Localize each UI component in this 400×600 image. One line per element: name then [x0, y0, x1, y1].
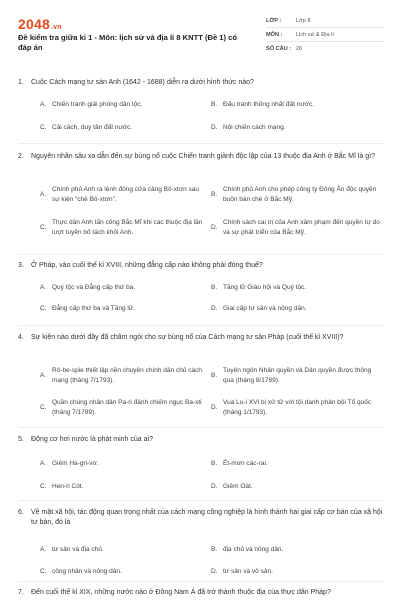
- question-number: 1.: [18, 79, 24, 86]
- option-letter: A.: [40, 372, 47, 379]
- exam-info-table: [266, 14, 384, 56]
- option-c[interactable]: [40, 123, 205, 133]
- question-number: 3.: [18, 262, 24, 269]
- option-a[interactable]: [40, 185, 205, 205]
- option-letter: D.: [211, 483, 218, 490]
- info-value: Lịch sử & Địa lí: [296, 31, 334, 38]
- question-text: [18, 508, 384, 528]
- question-separator: [18, 143, 384, 144]
- option-text: Quần chúng nhân dân Pa-ri đánh chiếm ngục Ba-xti (tháng 7/1789).: [52, 399, 202, 416]
- question-text: [18, 588, 384, 598]
- option-c[interactable]: [40, 482, 205, 492]
- info-value: 26: [296, 46, 303, 52]
- option-c[interactable]: [40, 304, 205, 314]
- option-letter: D.: [211, 568, 218, 575]
- option-letter: D.: [211, 305, 218, 312]
- option-text: Giêm Oát.: [223, 483, 253, 490]
- option-text: Tăng lữ Giáo hội và Quý tộc.: [223, 284, 307, 291]
- option-letter: C.: [40, 568, 47, 575]
- site-logo[interactable]: [18, 16, 62, 32]
- question-separator: [18, 500, 384, 501]
- question-separator: [18, 325, 384, 326]
- question-number: 5.: [18, 436, 24, 443]
- page-header: [18, 14, 384, 60]
- question-body: Nguyên nhân sâu xa dẫn đến sự bùng nổ cuộc Chiến tranh giành độc lập của 13 thuộc địa Anh ở Bắc Mĩ là gì?: [31, 153, 375, 160]
- question-text: [18, 261, 384, 271]
- option-c[interactable]: [40, 567, 205, 577]
- logo-suffix: .vn: [50, 24, 62, 31]
- question-text: [18, 152, 384, 162]
- question-body: Cuộc Cách mạng tư sản Anh (1642 - 1688) diễn ra dưới hình thức nào?: [31, 79, 254, 86]
- option-letter: B.: [211, 460, 218, 467]
- info-row-class: [266, 14, 384, 28]
- option-b[interactable]: [211, 459, 381, 469]
- option-a[interactable]: [40, 283, 205, 293]
- option-b[interactable]: [211, 100, 381, 110]
- question-text: [18, 78, 384, 88]
- question-separator: [18, 427, 384, 428]
- option-text: Tuyên ngôn Nhân quyền và Dân quyền được thông qua (tháng 8/1789).: [223, 367, 372, 384]
- option-text: Giêm Ha-gri-vơ.: [52, 460, 99, 467]
- question-separator: [18, 581, 384, 582]
- option-a[interactable]: [40, 545, 205, 555]
- option-letter: B.: [211, 101, 218, 108]
- option-d[interactable]: [211, 567, 381, 577]
- option-letter: C.: [40, 124, 47, 131]
- option-text: Giai cấp tư sản và nông dân.: [223, 305, 307, 312]
- option-text: địa chủ và nông dân.: [223, 546, 284, 553]
- option-b[interactable]: [211, 283, 381, 293]
- option-letter: A.: [40, 191, 47, 198]
- option-b[interactable]: [211, 185, 381, 205]
- option-text: Chiến tranh giải phóng dân tộc.: [52, 101, 143, 108]
- option-letter: C.: [40, 305, 47, 312]
- option-letter: B.: [211, 372, 218, 379]
- question-number: 6.: [18, 509, 24, 516]
- option-a[interactable]: [40, 459, 205, 469]
- option-text: Đấu tranh thống nhất đất nước.: [223, 101, 315, 108]
- option-d[interactable]: [211, 218, 381, 238]
- option-letter: D.: [211, 124, 218, 131]
- question-body: Sự kiện nào dưới đây đã châm ngòi cho sự bùng nổ của Cách mạng tư sản Pháp (cuối thế kỉ XVIII)?: [31, 334, 344, 341]
- option-letter: D.: [211, 224, 218, 231]
- page-title: Đề kiểm tra giữa kì 1 - Môn: lịch sử và địa lí 8 KNTT (Đề 1) có đáp án: [18, 33, 238, 52]
- option-a[interactable]: [40, 100, 205, 110]
- option-text: Hen-ri Cót.: [52, 483, 84, 490]
- option-text: Thực dân Anh tấn công Bắc Mĩ khi các thuộc địa lần lượt tuyên bố tách khỏi Anh.: [52, 219, 203, 236]
- option-letter: C.: [40, 224, 47, 231]
- option-letter: A.: [40, 284, 47, 291]
- option-b[interactable]: [211, 366, 381, 386]
- option-c[interactable]: [40, 398, 205, 418]
- question-text: [18, 435, 384, 445]
- option-text: Nội chiến cách mạng.: [223, 124, 286, 131]
- info-label: LỚP :: [266, 17, 282, 24]
- question-number: 4.: [18, 334, 24, 341]
- question-number: 7.: [18, 589, 24, 596]
- question-body: Ở Pháp, vào cuối thế kỉ XVIII, những đẳng cấp nào không phải đóng thuế?: [31, 262, 263, 269]
- option-letter: D.: [211, 404, 218, 411]
- option-text: Quý tộc và Đẳng cấp thứ ba.: [52, 284, 136, 291]
- question-body: Về mặt xã hội, tác động quan trọng nhất của cách mạng công nghiệp là hình thành hai giai cấp cơ bản của xã hội tư bản, đó là: [31, 509, 383, 526]
- question-separator: [18, 254, 384, 255]
- option-letter: B.: [211, 284, 218, 291]
- info-row-count: [266, 42, 384, 56]
- option-letter: C.: [40, 404, 47, 411]
- option-d[interactable]: [211, 123, 381, 133]
- option-text: Cải cách, duy tân đất nước.: [52, 124, 133, 131]
- option-text: Rô-be-spie thiết lập nền chuyên chính dân chủ cách mạng (tháng 7/1793).: [52, 367, 202, 384]
- option-letter: A.: [40, 460, 47, 467]
- question-body: Đến cuối thế kỉ XIX, những nước nào ở Đông Nam Á đã trở thành thuộc địa của thực dân Pháp?: [31, 589, 331, 596]
- question-text: [18, 333, 384, 343]
- option-a[interactable]: [40, 366, 205, 386]
- question-number: 2.: [18, 153, 24, 160]
- option-text: Chính sách cai trị của Anh xâm phạm đến quyền tự do và sự phát triển của Bắc Mỹ.: [223, 219, 380, 236]
- option-letter: B.: [211, 546, 218, 553]
- option-d[interactable]: [211, 304, 381, 314]
- option-text: Đẳng cấp thứ ba và Tăng lữ.: [52, 305, 136, 312]
- question-body: Động cơ hơi nước là phát minh của ai?: [31, 436, 153, 443]
- option-d[interactable]: [211, 482, 381, 492]
- option-d[interactable]: [211, 398, 381, 418]
- option-text: Chính phủ Anh cho phép công ty Đông Ấn độc quyền buôn bán chè ở Bắc Mỹ.: [223, 186, 377, 203]
- option-text: Vua Lu-i XVI bị xử tử với tội danh phản bội Tổ quốc (tháng 1/1793).: [223, 399, 372, 416]
- info-label: MÔN :: [266, 31, 283, 38]
- option-text: tư sản và vô sản.: [223, 568, 273, 575]
- option-text: Chính phủ Anh ra lệnh đóng cửa cảng Bô-xtơn sau sự kiện “chè Bô-xtơn”.: [52, 186, 200, 203]
- logo-text: 2048: [18, 16, 50, 32]
- option-letter: C.: [40, 483, 47, 490]
- option-letter: A.: [40, 101, 47, 108]
- option-c[interactable]: [40, 218, 205, 238]
- option-text: Ét-mơn các-rai.: [223, 460, 268, 467]
- option-letter: A.: [40, 546, 47, 553]
- option-text: công nhân và nông dân.: [52, 568, 122, 575]
- option-b[interactable]: [211, 545, 381, 555]
- info-value: Lớp 8: [296, 17, 311, 24]
- info-row-subject: [266, 28, 384, 42]
- option-letter: B.: [211, 191, 218, 198]
- option-text: tư sản và địa chủ.: [52, 546, 104, 553]
- info-label: SỐ CÂU :: [266, 46, 292, 52]
